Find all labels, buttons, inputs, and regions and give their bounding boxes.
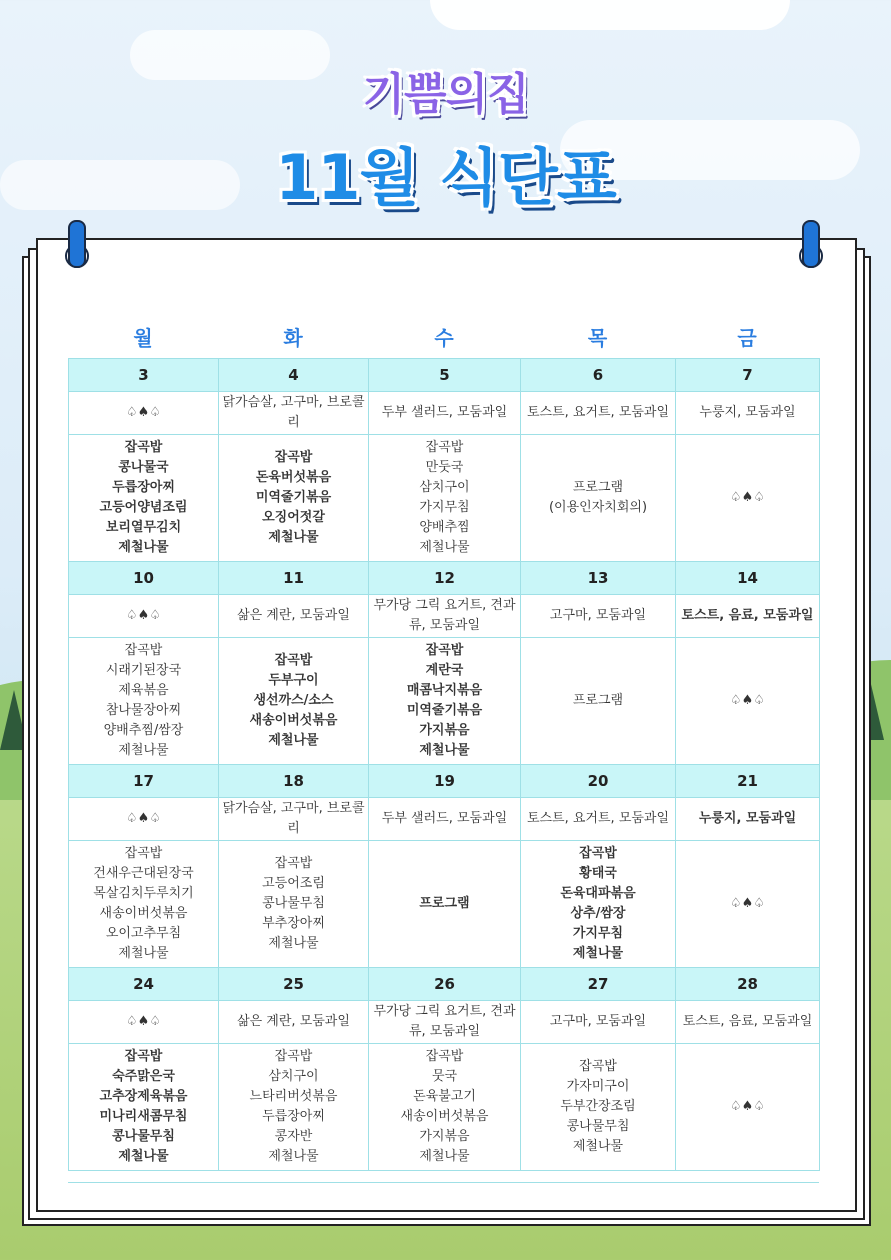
table-bottom-line bbox=[68, 1182, 819, 1183]
menu-item: 부추장아찌 bbox=[262, 916, 325, 931]
breakfast-cell: 누룽지, 모둠과일 bbox=[676, 798, 820, 841]
menu-item: 상추/쌈장 bbox=[570, 906, 626, 921]
weekday-thu: 목 bbox=[587, 326, 608, 350]
menu-item: 만둣국 bbox=[425, 460, 464, 475]
lunch-cell bbox=[219, 1044, 369, 1171]
menu-item: 가지볶음 bbox=[419, 723, 470, 738]
menu-item: 잡곡밥 bbox=[425, 643, 464, 658]
menu-item: 프로그램 bbox=[572, 693, 624, 708]
menu-item: 잡곡밥 bbox=[274, 450, 313, 465]
menu-item: 제철나물 bbox=[268, 1149, 319, 1164]
menu-item: 제철나물 bbox=[572, 1139, 624, 1154]
menu-item: 잡곡밥 bbox=[579, 846, 617, 861]
lunch-cell bbox=[676, 841, 820, 968]
breakfast-cell: ♤♠♤ bbox=[69, 392, 219, 435]
menu-item: 제철나물 bbox=[419, 743, 470, 758]
menu-item: ♤♠♤ bbox=[730, 896, 765, 911]
menu-item: 돈육불고기 bbox=[413, 1089, 476, 1104]
menu-item: 고등어조림 bbox=[262, 876, 325, 891]
menu-item: 두릅장아찌 bbox=[262, 1109, 325, 1124]
lunch-cell bbox=[676, 1044, 820, 1171]
menu-item: ♤♠♤ bbox=[730, 490, 765, 505]
date-cell: 21 bbox=[676, 765, 820, 798]
date-cell: 26 bbox=[369, 968, 521, 1001]
breakfast-cell: 토스트, 음료, 모둠과일 bbox=[676, 595, 820, 638]
breakfast-cell: 무가당 그릭 요거트, 견과류, 모둠과일 bbox=[369, 595, 521, 638]
date-cell: 11 bbox=[219, 562, 369, 595]
menu-item: 잡곡밥 bbox=[274, 856, 313, 871]
menu-item: 제육볶음 bbox=[118, 683, 169, 698]
lunch-cell bbox=[219, 435, 369, 562]
menu-item: 잡곡밥 bbox=[425, 1049, 464, 1064]
lunch-row bbox=[69, 841, 820, 968]
weekday-mon: 월 bbox=[133, 326, 153, 350]
menu-item: 숙주맑은국 bbox=[112, 1069, 175, 1084]
date-row bbox=[69, 765, 820, 798]
date-cell: 5 bbox=[369, 359, 521, 392]
breakfast-cell: 토스트, 요거트, 모둠과일 bbox=[521, 392, 676, 435]
breakfast-cell: ♤♠♤ bbox=[69, 1001, 219, 1044]
menu-item: 제철나물 bbox=[118, 946, 169, 961]
date-cell: 17 bbox=[69, 765, 219, 798]
date-cell: 20 bbox=[521, 765, 676, 798]
menu-item: 돈육대파볶음 bbox=[560, 886, 636, 901]
menu-item: 삼치구이 bbox=[268, 1069, 319, 1084]
menu-item: 고등어양념조림 bbox=[99, 500, 188, 515]
binder-ring-icon bbox=[802, 220, 820, 268]
menu-item: 가지무침 bbox=[419, 500, 470, 515]
menu-item: 뭇국 bbox=[431, 1069, 458, 1084]
breakfast-cell: 닭가슴살, 고구마, 브로콜리 bbox=[219, 392, 369, 435]
menu-item: 새송이버섯볶음 bbox=[249, 713, 338, 728]
menu-item: 잡곡밥 bbox=[124, 440, 163, 455]
menu-item: 양배추찜/쌈장 bbox=[103, 723, 184, 738]
date-cell: 25 bbox=[219, 968, 369, 1001]
menu-item: (이용인자치회의) bbox=[548, 500, 648, 515]
menu-item: ♤♠♤ bbox=[730, 1099, 765, 1114]
binder-ring-icon bbox=[68, 220, 86, 268]
lunch-cell bbox=[676, 435, 820, 562]
weekday-wed: 수 bbox=[434, 326, 454, 350]
menu-item: 가지볶음 bbox=[419, 1129, 470, 1144]
menu-item: 잡곡밥 bbox=[274, 1049, 313, 1064]
date-row bbox=[69, 968, 820, 1001]
menu-item: 황태국 bbox=[579, 866, 617, 881]
date-cell: 28 bbox=[676, 968, 820, 1001]
menu-item: 참나물장아찌 bbox=[105, 703, 182, 718]
menu-item: 잡곡밥 bbox=[425, 440, 464, 455]
lunch-cell bbox=[369, 841, 521, 968]
menu-item: 콩나물무침 bbox=[262, 896, 325, 911]
date-row bbox=[69, 562, 820, 595]
date-cell: 24 bbox=[69, 968, 219, 1001]
lunch-row bbox=[69, 435, 820, 562]
menu-item: 생선까스/소스 bbox=[253, 693, 334, 708]
lunch-row bbox=[69, 638, 820, 765]
breakfast-cell: 삶은 계란, 모둠과일 bbox=[219, 595, 369, 638]
menu-item: ♤♠♤ bbox=[730, 693, 765, 708]
menu-item: 가자미구이 bbox=[566, 1079, 630, 1094]
breakfast-cell: 삶은 계란, 모둠과일 bbox=[219, 1001, 369, 1044]
date-cell: 18 bbox=[219, 765, 369, 798]
breakfast-cell: 닭가슴살, 고구마, 브로콜리 bbox=[219, 798, 369, 841]
lunch-cell bbox=[521, 841, 676, 968]
lunch-cell bbox=[219, 841, 369, 968]
menu-item: 잡곡밥 bbox=[579, 1059, 617, 1074]
menu-item: 느타리버섯볶음 bbox=[249, 1089, 338, 1104]
lunch-cell bbox=[369, 638, 521, 765]
menu-item: 미나리새콤무침 bbox=[99, 1109, 188, 1124]
title-top: 기쁨의집 bbox=[362, 69, 529, 120]
menu-item: 프로그램 bbox=[419, 896, 470, 911]
menu-item: 프로그램 bbox=[572, 480, 624, 495]
menu-item: 새송이버섯볶음 bbox=[400, 1109, 489, 1124]
menu-item: 콩자반 bbox=[274, 1129, 313, 1144]
breakfast-cell: 토스트, 음료, 모둠과일 bbox=[676, 1001, 820, 1044]
lunch-cell bbox=[369, 435, 521, 562]
menu-table bbox=[68, 358, 820, 1171]
lunch-cell bbox=[521, 435, 676, 562]
menu-item: 두부간장조림 bbox=[560, 1099, 636, 1114]
date-cell: 13 bbox=[521, 562, 676, 595]
date-row bbox=[69, 359, 820, 392]
date-cell: 7 bbox=[676, 359, 820, 392]
breakfast-row bbox=[69, 392, 820, 435]
menu-item: 제철나물 bbox=[419, 540, 470, 555]
cloud bbox=[430, 0, 790, 30]
menu-item: 매콤낙지볶음 bbox=[406, 683, 483, 698]
menu-item: 새송이버섯볶음 bbox=[99, 906, 188, 921]
date-cell: 27 bbox=[521, 968, 676, 1001]
menu-item: 오이고추무침 bbox=[105, 926, 182, 941]
menu-item: 제철나물 bbox=[419, 1149, 470, 1164]
menu-item: 제철나물 bbox=[268, 530, 319, 545]
page-title: 11월 식단표 bbox=[275, 141, 616, 214]
date-cell: 6 bbox=[521, 359, 676, 392]
menu-item: 제철나물 bbox=[118, 743, 169, 758]
menu-item: 삼치구이 bbox=[419, 480, 470, 495]
date-cell: 14 bbox=[676, 562, 820, 595]
breakfast-cell: 두부 샐러드, 모둠과일 bbox=[369, 392, 521, 435]
lunch-cell bbox=[369, 1044, 521, 1171]
breakfast-cell: 고구마, 모둠과일 bbox=[521, 595, 676, 638]
lunch-cell bbox=[69, 1044, 219, 1171]
breakfast-cell: ♤♠♤ bbox=[69, 798, 219, 841]
menu-item: 잡곡밥 bbox=[124, 643, 163, 658]
lunch-cell bbox=[219, 638, 369, 765]
lunch-cell bbox=[521, 1044, 676, 1171]
menu-item: 두부구이 bbox=[268, 673, 319, 688]
menu-item: 계란국 bbox=[425, 663, 464, 678]
menu-item: 제철나물 bbox=[572, 946, 624, 961]
menu-item: 잡곡밥 bbox=[124, 846, 163, 861]
weekday-header bbox=[68, 318, 819, 358]
menu-item: 제철나물 bbox=[268, 936, 319, 951]
menu-item: 가지무침 bbox=[572, 926, 624, 941]
breakfast-cell: 토스트, 요거트, 모둠과일 bbox=[521, 798, 676, 841]
menu-item: 목살김치두루치기 bbox=[93, 886, 194, 901]
menu-item: 오징어젓갈 bbox=[262, 510, 325, 525]
menu-item: 콩나물무침 bbox=[566, 1119, 630, 1134]
breakfast-row bbox=[69, 1001, 820, 1044]
breakfast-row bbox=[69, 798, 820, 841]
date-cell: 3 bbox=[69, 359, 219, 392]
menu-item: 잡곡밥 bbox=[274, 653, 313, 668]
menu-item: 제철나물 bbox=[268, 733, 319, 748]
menu-item: 콩나물국 bbox=[118, 460, 169, 475]
lunch-cell bbox=[521, 638, 676, 765]
menu-item: 돈육버섯볶음 bbox=[255, 470, 332, 485]
date-cell: 10 bbox=[69, 562, 219, 595]
breakfast-cell: ♤♠♤ bbox=[69, 595, 219, 638]
menu-item: 두릅장아찌 bbox=[112, 480, 175, 495]
weekday-tue: 화 bbox=[283, 326, 303, 350]
menu-item: 미역줄기볶음 bbox=[406, 703, 483, 718]
menu-item: 건새우근대된장국 bbox=[93, 866, 194, 881]
lunch-cell bbox=[69, 638, 219, 765]
menu-item: 시래기된장국 bbox=[105, 663, 182, 678]
breakfast-cell: 두부 샐러드, 모둠과일 bbox=[369, 798, 521, 841]
menu-item: 콩나물무침 bbox=[112, 1129, 175, 1144]
menu-item: 제철나물 bbox=[118, 540, 169, 555]
breakfast-cell: 누룽지, 모둠과일 bbox=[676, 392, 820, 435]
weekday-fri: 금 bbox=[737, 326, 757, 350]
breakfast-row bbox=[69, 595, 820, 638]
menu-item: 고추장제육볶음 bbox=[99, 1089, 188, 1104]
date-cell: 4 bbox=[219, 359, 369, 392]
lunch-cell bbox=[69, 841, 219, 968]
menu-item: 잡곡밥 bbox=[124, 1049, 163, 1064]
lunch-cell bbox=[676, 638, 820, 765]
menu-item: 미역줄기볶음 bbox=[255, 490, 332, 505]
menu-item: 보리열무김치 bbox=[105, 520, 182, 535]
date-cell: 12 bbox=[369, 562, 521, 595]
menu-item: 제철나물 bbox=[118, 1149, 169, 1164]
breakfast-cell: 무가당 그릭 요거트, 견과류, 모둠과일 bbox=[369, 1001, 521, 1044]
breakfast-cell: 고구마, 모둠과일 bbox=[521, 1001, 676, 1044]
lunch-row bbox=[69, 1044, 820, 1171]
date-cell: 19 bbox=[369, 765, 521, 798]
menu-item: 양배추찜 bbox=[419, 520, 470, 535]
lunch-cell bbox=[69, 435, 219, 562]
